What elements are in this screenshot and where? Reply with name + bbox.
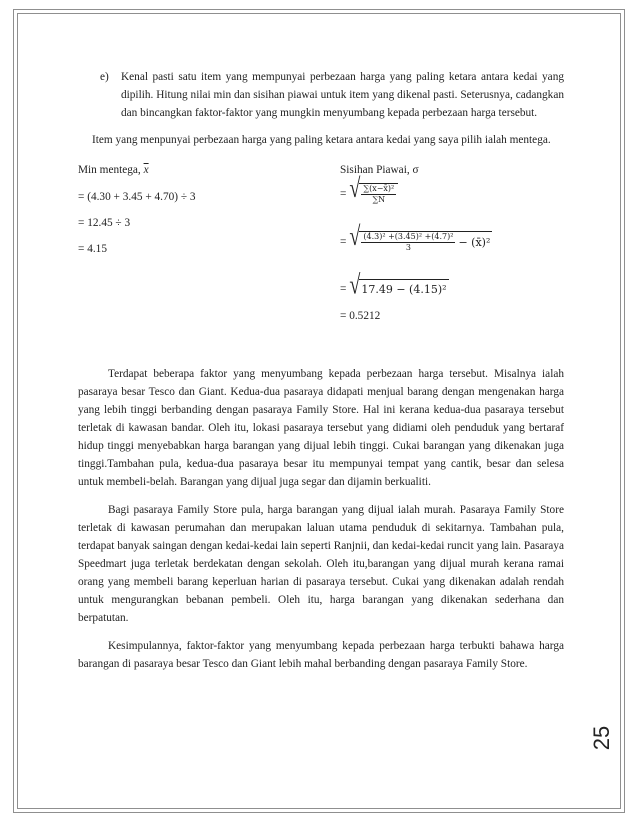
- mean-heading: [78, 161, 149, 179]
- radical-sign: √: [349, 221, 361, 252]
- square-root: [349, 221, 492, 253]
- paragraph-2: Bagi pasaraya Family Store pula, harga barangan yang dijual ialah murah. Pasaraya Family Store terletak di kawasan perumahan dan merupakan laluan utama penduduk di sekitarnya. Tambahan pula, terdapat banyak saingan dengan kedai-kedai lain seperti Ranjnii, dan kedai-kedai runcit yang lain. Pasaraya Speedmart juga terletak berdekatan dengan sekolah. Oleh itu,barangan yang dijual murah kerana ramai orang yang membeli barang keperluan harian di pasaraya tersebut. Cukai yang dikenakan adalah rendah untuk mengurangkan bebanan pembeli. Oleh itu, harga barangan yang dikenakan sederhana dan berpatutan.: [78, 504, 564, 624]
- sd-formula-substituted: [340, 221, 492, 253]
- mean-step-1: = (4.30 + 3.45 + 4.70) ÷ 3: [78, 191, 196, 203]
- mean-heading-text: Min mentega,: [78, 164, 141, 176]
- calculation-block: [78, 161, 564, 331]
- question-text: Kenal pasti satu item yang mempunyai perbezaan harga yang paling ketara antara kedai yang dipilih. Hitung nilai min dan sisihan piawai untuk item yang dikenal pasti. Seterusnya, cadangkan dan bincangkan faktor-faktor yang mungkin menyumbang kepada perbezaan harga tersebut.: [121, 71, 564, 119]
- mean-step-2: = 12.45 ÷ 3: [78, 217, 131, 229]
- square-root: [349, 270, 448, 301]
- mean-symbol: $\overline{x}$: [143, 164, 149, 176]
- fraction: [361, 232, 455, 253]
- equals-sign: =: [340, 236, 347, 248]
- fraction-numerator: ∑(x−x̄)²: [363, 184, 395, 193]
- question-item: [100, 68, 564, 122]
- fraction: [361, 184, 396, 205]
- sd-result: = 0.5212: [340, 310, 381, 322]
- sd-formula-simplified: [340, 270, 449, 301]
- sd-formula-general: [340, 173, 398, 205]
- fraction-denominator: 3: [405, 243, 411, 252]
- equals-sign: =: [340, 283, 347, 295]
- fraction-denominator: ∑N: [372, 195, 386, 204]
- radical-sign: √: [349, 173, 361, 204]
- document-body: [78, 68, 564, 673]
- paragraph-1: Terdapat beberapa faktor yang menyumbang kepada perbezaan harga tersebut. Misalnya ialah pasaraya besar Tesco dan Giant. Kedua-dua pasaraya didapati menjual barang dengan mengenakan harga yang lebih tinggi berbanding dengan pasaraya Family Store. Hal ini kerana kedua-dua pasaraya tersebut terletak di kawasan bandar. Oleh itu, lokasi pasaraya tersebut yang didiami oleh penduduk yang bertaraf hidup tinggi menyebabkan harga barangan yang dijual lebih tinggi. Cukai barangan yang dikenakan juga tinggi.Tambahan pula, kedua-dua pasaraya besar itu mempunyai tempat yang cantik, besar dan selesa untuk membeli-belah. Barangan yang dijual juga segar dan dijamin berkualiti.: [78, 368, 564, 488]
- radicand: 17.49 − (4.15)²: [359, 279, 448, 299]
- question-marker: e): [100, 71, 109, 83]
- square-root: [349, 173, 398, 205]
- fraction-numerator: (4.3)² +(3.45)² +(4.7)²: [363, 232, 454, 241]
- mean-step-3: = 4.15: [78, 243, 107, 255]
- equals-sign: =: [340, 188, 347, 200]
- sd-heading: Sisihan Piawai, σ: [340, 164, 419, 176]
- paragraph-3: Kesimpulannya, faktor-faktor yang menyumbang kepada perbezaan harga terbukti bahawa harga barangan di pasaraya besar Tesco dan Giant lebih mahal berbanding dengan pasaraya Family Store.: [78, 640, 564, 670]
- page-number: 25: [589, 725, 614, 751]
- mean-squared-term: − (x̄)²: [458, 235, 491, 249]
- radical-sign: √: [349, 270, 361, 301]
- intro-text: Item yang menpunyai perbezaan harga yang paling ketara antara kedai yang saya pilih ialah mentega.: [92, 134, 551, 146]
